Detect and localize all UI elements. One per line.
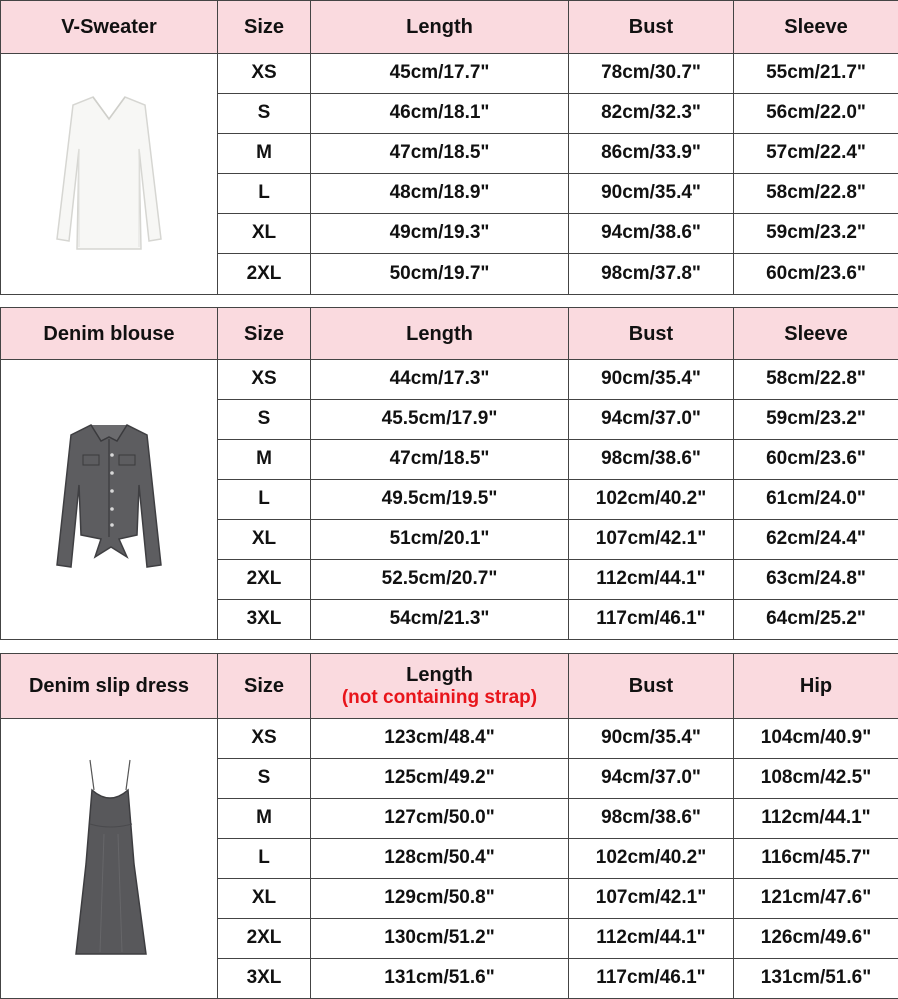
length-label: Length (406, 663, 473, 686)
bust-cell: 102cm/40.2" (569, 839, 734, 879)
length-cell: 127cm/50.0" (311, 799, 569, 839)
product-name: Denim slip dress (1, 654, 218, 719)
length-cell: 50cm/19.7" (311, 254, 569, 295)
length-cell: 44cm/17.3" (311, 360, 569, 400)
length-cell: 128cm/50.4" (311, 839, 569, 879)
col-header-bust: Bust (569, 1, 734, 54)
size-table-denim-slip-dress (0, 653, 898, 999)
size-cell: M (218, 799, 311, 839)
length-cell: 130cm/51.2" (311, 919, 569, 959)
table-row (1, 360, 898, 400)
size-cell: XL (218, 214, 311, 254)
bust-cell: 86cm/33.9" (569, 134, 734, 174)
bust-cell: 98cm/38.6" (569, 799, 734, 839)
sweater-illustration (49, 89, 169, 259)
size-cell: 2XL (218, 254, 311, 295)
length-cell: 45cm/17.7" (311, 54, 569, 94)
slip-dress-illustration (54, 754, 164, 964)
size-table-v-sweater (0, 0, 898, 295)
size-cell: XS (218, 719, 311, 759)
size-cell: M (218, 440, 311, 480)
hip-cell: 112cm/44.1" (734, 799, 898, 839)
blouse-illustration (39, 415, 179, 585)
size-table-denim-blouse (0, 307, 898, 640)
hip-cell: 121cm/47.6" (734, 879, 898, 919)
size-cell: S (218, 400, 311, 440)
bust-cell: 98cm/38.6" (569, 440, 734, 480)
sleeve-cell: 63cm/24.8" (734, 560, 898, 600)
bust-cell: 117cm/46.1" (569, 959, 734, 999)
product-name: V-Sweater (1, 1, 218, 54)
sleeve-cell: 60cm/23.6" (734, 254, 898, 295)
size-cell: XL (218, 520, 311, 560)
bust-cell: 107cm/42.1" (569, 879, 734, 919)
bust-cell: 102cm/40.2" (569, 480, 734, 520)
bust-cell: 112cm/44.1" (569, 560, 734, 600)
col-header-size: Size (218, 1, 311, 54)
size-cell: XS (218, 360, 311, 400)
col-header-sleeve: Sleeve (734, 308, 898, 360)
col-header-sleeve: Sleeve (734, 1, 898, 54)
bust-cell: 117cm/46.1" (569, 600, 734, 640)
hip-cell: 116cm/45.7" (734, 839, 898, 879)
sleeve-cell: 58cm/22.8" (734, 360, 898, 400)
size-cell: 3XL (218, 959, 311, 999)
col-header-hip: Hip (734, 654, 898, 719)
bust-cell: 94cm/38.6" (569, 214, 734, 254)
bust-cell: 98cm/37.8" (569, 254, 734, 295)
length-cell: 48cm/18.9" (311, 174, 569, 214)
product-image-sweater (1, 54, 218, 295)
sleeve-cell: 58cm/22.8" (734, 174, 898, 214)
sleeve-cell: 59cm/23.2" (734, 214, 898, 254)
col-header-size: Size (218, 654, 311, 719)
hip-cell: 131cm/51.6" (734, 959, 898, 999)
product-image-blouse (1, 360, 218, 640)
size-cell: 3XL (218, 600, 311, 640)
bust-cell: 94cm/37.0" (569, 759, 734, 799)
size-cell: XS (218, 54, 311, 94)
bust-cell: 94cm/37.0" (569, 400, 734, 440)
length-cell: 125cm/49.2" (311, 759, 569, 799)
size-cell: M (218, 134, 311, 174)
table-row (1, 719, 898, 759)
table-row (1, 54, 898, 94)
length-cell: 131cm/51.6" (311, 959, 569, 999)
bust-cell: 82cm/32.3" (569, 94, 734, 134)
hip-cell: 104cm/40.9" (734, 719, 898, 759)
col-header-bust: Bust (569, 308, 734, 360)
size-cell: 2XL (218, 919, 311, 959)
length-note: (not containing strap) (341, 686, 538, 708)
bust-cell: 107cm/42.1" (569, 520, 734, 560)
col-header-size: Size (218, 308, 311, 360)
sleeve-cell: 57cm/22.4" (734, 134, 898, 174)
bust-cell: 112cm/44.1" (569, 919, 734, 959)
size-cell: L (218, 174, 311, 214)
hip-cell: 108cm/42.5" (734, 759, 898, 799)
length-cell: 47cm/18.5" (311, 134, 569, 174)
length-cell: 49.5cm/19.5" (311, 480, 569, 520)
bust-cell: 90cm/35.4" (569, 174, 734, 214)
sleeve-cell: 64cm/25.2" (734, 600, 898, 640)
length-cell: 45.5cm/17.9" (311, 400, 569, 440)
size-cell: L (218, 839, 311, 879)
size-cell: L (218, 480, 311, 520)
col-header-bust: Bust (569, 654, 734, 719)
sleeve-cell: 62cm/24.4" (734, 520, 898, 560)
bust-cell: 78cm/30.7" (569, 54, 734, 94)
product-image-slip-dress (1, 719, 218, 999)
col-header-length: Length (311, 1, 569, 54)
bust-cell: 90cm/35.4" (569, 719, 734, 759)
product-name: Denim blouse (1, 308, 218, 360)
sleeve-cell: 61cm/24.0" (734, 480, 898, 520)
sleeve-cell: 56cm/22.0" (734, 94, 898, 134)
col-header-length: Length (311, 308, 569, 360)
length-cell: 123cm/48.4" (311, 719, 569, 759)
length-cell: 52.5cm/20.7" (311, 560, 569, 600)
sleeve-cell: 59cm/23.2" (734, 400, 898, 440)
size-cell: S (218, 94, 311, 134)
length-cell: 47cm/18.5" (311, 440, 569, 480)
size-cell: S (218, 759, 311, 799)
length-cell: 54cm/21.3" (311, 600, 569, 640)
col-header-length (311, 654, 569, 719)
sleeve-cell: 55cm/21.7" (734, 54, 898, 94)
bust-cell: 90cm/35.4" (569, 360, 734, 400)
hip-cell: 126cm/49.6" (734, 919, 898, 959)
sleeve-cell: 60cm/23.6" (734, 440, 898, 480)
length-cell: 51cm/20.1" (311, 520, 569, 560)
length-cell: 129cm/50.8" (311, 879, 569, 919)
length-cell: 49cm/19.3" (311, 214, 569, 254)
size-cell: 2XL (218, 560, 311, 600)
length-cell: 46cm/18.1" (311, 94, 569, 134)
size-cell: XL (218, 879, 311, 919)
